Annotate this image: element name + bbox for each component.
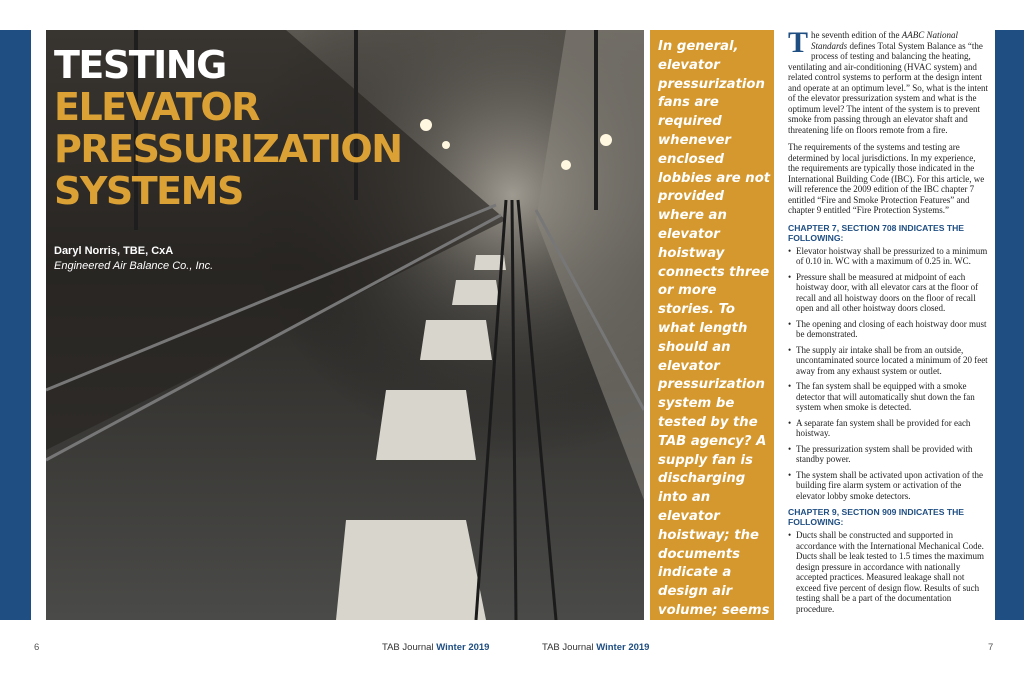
list-item: • Pressure shall be measured at midpoint of each hoistway door, with all elevator cars at the floor of recall and all hoistway doors on the floor of recall open and all other hoistway doors closed. xyxy=(788,272,988,314)
list-item: • The supply air intake shall be from an outside, uncontaminated source located a minimum of 20 feet away from any exhaust system or outlet. xyxy=(788,345,988,377)
title-line-4: SYSTEMS xyxy=(54,169,243,213)
folio-issue: Winter 2019 xyxy=(436,642,490,653)
right-edge-bar xyxy=(995,30,1024,620)
section-909-list xyxy=(788,530,988,614)
intro-text-a: he seventh edition of the xyxy=(811,30,902,40)
folio-journal: TAB Journal xyxy=(542,642,594,653)
title-line-2: ELEVATOR xyxy=(54,85,259,129)
list-item: • A separate fan system shall be provided for each hoistway. xyxy=(788,418,988,439)
folio-issue: Winter 2019 xyxy=(596,642,650,653)
list-item: • Ducts shall be constructed and supported in accordance with the International Mechanical Code. Ducts shall be leak tested to 1.5 times the maximum design pressure in accordance with nationally accepted practices. Measured leakage shall not exceed five percent of design flow. Results of such testing shall be a part of the documentation procedure. xyxy=(788,530,988,614)
intro-standard-name: AABC National Standards xyxy=(811,30,958,51)
left-edge-bar xyxy=(0,30,31,620)
title-line-1: TESTING xyxy=(54,43,226,87)
section-heading-708: CHAPTER 7, SECTION 708 INDICATES THE FOLLOWING: xyxy=(788,222,965,243)
pull-quote: In general, elevator pressurization fans are required whenever enclosed lobbies are not provided where an elevator hoistway connects three or more stories. To what length should an elevator pressurization system be tested by the TAB agency? A supply fan is discharging into an elevator hoistway; the documents indicate a design air volume; seems simple and straight-forward. xyxy=(658,39,771,675)
article-title xyxy=(54,44,402,212)
section-heading-909: CHAPTER 9, SECTION 909 INDICATES THE FOLLOWING: xyxy=(788,507,965,527)
intro-paragraph xyxy=(788,26,988,135)
page-number-right: 7 xyxy=(988,642,994,653)
author-affiliation: Engineered Air Balance Co., Inc. xyxy=(54,260,214,272)
requirements-paragraph: The requirements of the systems and testing are determined by local jurisdictions. In my experience, the requirements are typically those indicated in the International Building Code (IBC). For this article, we will reference the 2009 edition of the IBC chapter 7 entitled “Fire and Smoke Protection Features” and chapter 9 entitled “Fire Protection Systems.” xyxy=(788,142,985,215)
section-708-list xyxy=(788,246,988,502)
title-line-3: PRESSURIZATION xyxy=(54,127,402,171)
body-column xyxy=(788,26,988,619)
intro-text-b: defines Total System Balance as “the process of testing and balancing the heating, ventilating and air-conditioning (HVAC system) and related control systems to perform at the design intent and operate at an optimum level.” So, what is the intent of the elevator pressurization system and what is the optimum level? The intent of the system is to prevent smoke from passing through an elevator shaft and threatening life on floors remote from a fire. xyxy=(788,40,988,135)
drop-cap: T xyxy=(788,26,809,59)
pull-quote-box xyxy=(650,30,774,675)
page-number-left: 6 xyxy=(34,642,40,653)
list-item: • Elevator hoistway shall be pressurized to a minimum of 0.10 in. WC with a maximum of 0.25 in. WC. xyxy=(788,246,988,267)
folio-left xyxy=(382,642,489,653)
folio-right xyxy=(542,642,649,653)
author-name: Daryl Norris, TBE, CxA xyxy=(54,245,174,257)
folio-journal: TAB Journal xyxy=(382,642,434,653)
list-item: • The system shall be activated upon activation of the building fire alarm system or activation of the elevator lobby smoke detectors. xyxy=(788,470,988,502)
list-item: • The fan system shall be equipped with a smoke detector that will automatically shut down the fan system when smoke is detected. xyxy=(788,381,988,413)
list-item: • The pressurization system shall be provided with standby power. xyxy=(788,444,988,465)
list-item: • The opening and closing of each hoistway door must be demonstrated. xyxy=(788,319,988,340)
